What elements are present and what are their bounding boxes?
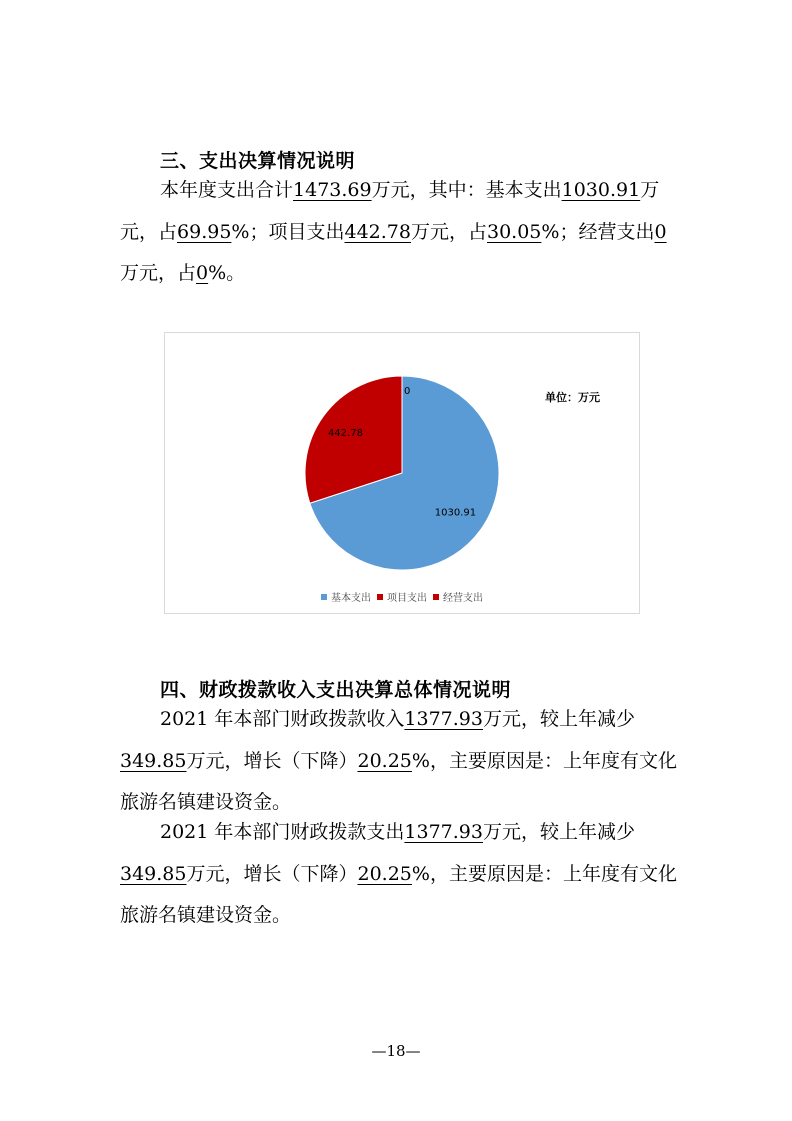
section-4-paragraph-expense: [120, 812, 680, 937]
page-number: —18—: [371, 1042, 421, 1060]
legend-item: [377, 589, 427, 604]
text: 万元，较上年减少: [482, 708, 635, 730]
legend-swatch: [321, 594, 327, 600]
section-3-paragraph: [120, 170, 680, 295]
chart-unit-label: 单位：万元: [545, 391, 600, 404]
text: %；经营支出: [541, 220, 655, 243]
text: 2021 年本部门财政拨款收入: [160, 708, 405, 730]
business-expenditure-value: 0: [654, 220, 667, 243]
text: 万元，占: [410, 220, 487, 243]
text: 万元，增长（下降）: [186, 749, 358, 772]
text: %。: [208, 262, 246, 284]
text: 万元，占: [120, 262, 197, 284]
chart-legend: [165, 589, 639, 604]
section-4-paragraph-income: [120, 699, 680, 824]
text: 万元，其中：基本支出: [371, 179, 562, 201]
text: 本年度支出合计: [160, 179, 294, 201]
legend-label: 基本支出: [331, 593, 371, 604]
income-change: 349.85: [120, 749, 187, 772]
pie-data-label: 442.78: [327, 428, 363, 440]
basic-expenditure-pct: 69.95: [177, 220, 232, 243]
project-expenditure-pct: 30.05: [486, 220, 542, 243]
legend-label: 项目支出: [387, 593, 427, 604]
section-4-heading: 四、财政拨款收入支出决算总体情况说明: [160, 679, 512, 701]
income-amount: 1377.93: [404, 708, 483, 730]
legend-item: [433, 589, 483, 604]
text: %；项目支出: [231, 220, 345, 243]
legend-item: [321, 589, 371, 604]
basic-expenditure-value: 1030.91: [561, 179, 641, 201]
income-change-pct: 20.25: [357, 749, 412, 772]
text: 万元，增长（下降）: [186, 862, 358, 885]
expense-amount: 1377.93: [404, 821, 483, 843]
pie-data-label: 1030.91: [434, 507, 477, 519]
section-3-heading: 三、支出决算情况说明: [160, 150, 356, 172]
text: %，主要原因是：上年度有文化旅游名镇建设资金。: [120, 749, 677, 813]
expense-change-pct: 20.25: [357, 862, 412, 885]
text: %，主要原因是：上年度有文化旅游名镇建设资金。: [120, 862, 677, 926]
total-expenditure-value: 1473.69: [293, 179, 372, 201]
text: 万元，占: [120, 179, 660, 243]
expense-change: 349.85: [120, 862, 187, 885]
legend-swatch: [377, 594, 383, 600]
expenditure-pie-chart: [164, 332, 640, 614]
legend-swatch: [433, 594, 439, 600]
text: 2021 年本部门财政拨款支出: [160, 821, 405, 843]
text: 万元，较上年减少: [482, 821, 635, 843]
business-expenditure-pct: 0: [196, 262, 209, 284]
pie-svg: [165, 333, 639, 613]
pie-data-label: 0: [404, 386, 411, 397]
legend-label: 经营支出: [443, 593, 483, 604]
project-expenditure-value: 442.78: [344, 220, 411, 243]
